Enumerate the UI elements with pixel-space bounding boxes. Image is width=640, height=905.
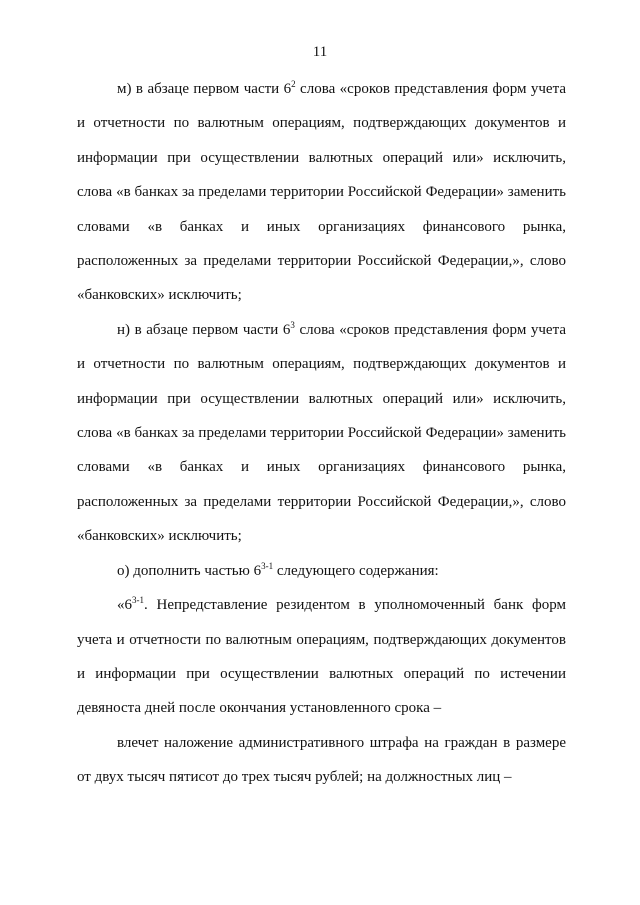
paragraph-n-text: н) в абзаце первом части 6 <box>117 321 291 338</box>
paragraph-new-part-text: «6 <box>117 597 132 614</box>
paragraph-n-superscript: 3 <box>290 319 295 330</box>
paragraph-new-part-superscript: 3-1 <box>132 595 144 606</box>
paragraph-n-continuation: слова «сроков представления форм учета и отчетности по валютным операциям, подтверждающих документов и информации при осуществлении валютных операций или» исключить, слова «в банках за пределами территории Российской Федерации» заменить словами «в банках и иных организациях финансового рынка, расположенных за пределами территории Российской Федерации,», слово «банковских» исключить; <box>77 321 566 545</box>
paragraph-m-continuation: слова «сроков представления форм учета и отчетности по валютным операциям, подтверждающих документов и информации при осуществлении валютных операций или» исключить, слова «в банках за пределами территории Российской Федерации» заменить словами «в банках и иных организациях финансового рынка, расположенных за пределами территории Российской Федерации,», слово «банковских» исключить; <box>77 81 566 304</box>
paragraph-o <box>77 554 566 588</box>
document-body <box>77 72 566 795</box>
paragraph-penalty-text: влечет наложение административного штрафа на граждан в размере от двух тысяч пятисот до трех тысяч рублей; на должностных лиц – <box>77 734 566 786</box>
paragraph-new-part <box>77 588 566 726</box>
paragraph-o-text: о) дополнить частью 6 <box>117 562 262 579</box>
paragraph-m <box>77 72 566 313</box>
paragraph-o-continuation: следующего содержания: <box>273 562 439 579</box>
paragraph-penalty <box>77 726 566 795</box>
paragraph-o-superscript: 3-1 <box>261 560 274 571</box>
page-number: 11 <box>312 44 328 60</box>
paragraph-m-superscript: 2 <box>291 79 296 89</box>
paragraph-n <box>77 313 566 554</box>
paragraph-new-part-continuation: . Непредставление резидентом в уполномоченный банк форм учета и отчетности по валютным операциям, подтверждающих документов и информации при осуществлении валютных операций по истечении девяноста дней после окончания установленного срока – <box>77 597 566 717</box>
paragraph-m-text: м) в абзаце первом части 6 <box>117 81 292 97</box>
